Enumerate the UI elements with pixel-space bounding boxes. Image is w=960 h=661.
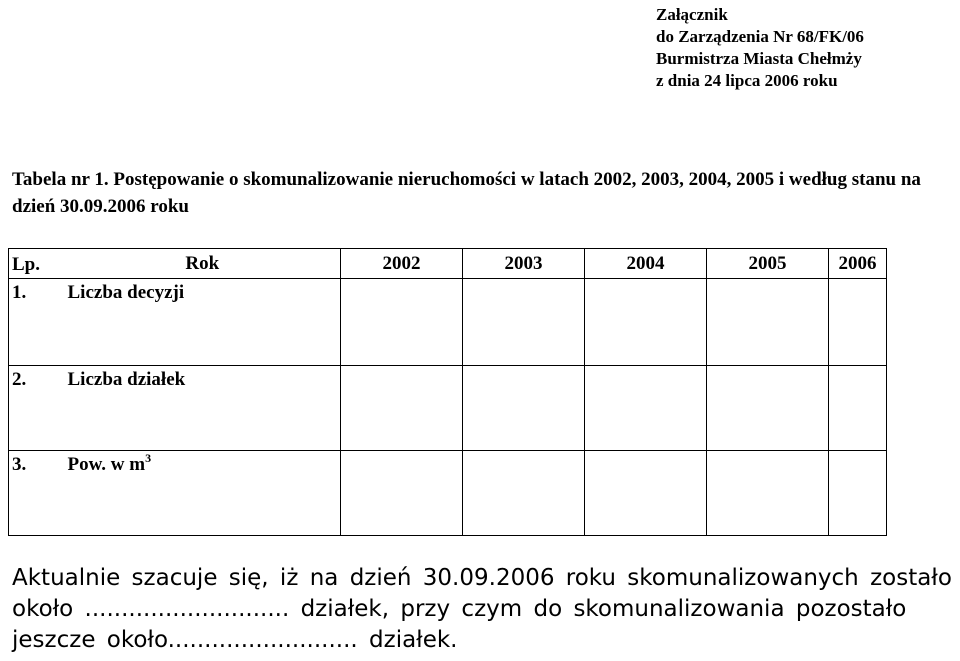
table-cell bbox=[707, 451, 829, 536]
table-cell bbox=[463, 279, 585, 366]
row-label bbox=[65, 451, 341, 536]
attachment-header bbox=[656, 4, 864, 92]
row-label: Liczba decyzji bbox=[65, 279, 341, 366]
column-header-2005: 2005 bbox=[707, 249, 829, 279]
footer-line: około ............................ działek, przy czym do skomunalizowania pozostało bbox=[12, 596, 907, 622]
row-label-superscript: 3 bbox=[145, 451, 152, 465]
row-label: Liczba działek bbox=[65, 366, 341, 451]
table-cell bbox=[463, 366, 585, 451]
table-row bbox=[9, 451, 887, 536]
attachment-line: z dnia 24 lipca 2006 roku bbox=[656, 71, 838, 90]
table-cell bbox=[585, 451, 707, 536]
row-number: 3. bbox=[9, 451, 65, 536]
column-header-2002: 2002 bbox=[341, 249, 463, 279]
table-cell bbox=[829, 279, 887, 366]
table-header-row bbox=[9, 249, 887, 279]
table-cell bbox=[463, 451, 585, 536]
footer-line: Aktualnie szacuje się, iż na dzień 30.09.2006 roku skomunalizowanych zostało bbox=[12, 565, 952, 591]
table-cell bbox=[341, 279, 463, 366]
attachment-line: Burmistrza Miasta Chełmży bbox=[656, 49, 862, 68]
attachment-line: do Zarządzenia Nr 68/FK/06 bbox=[656, 27, 864, 46]
row-number: 2. bbox=[9, 366, 65, 451]
table-row bbox=[9, 366, 887, 451]
footer-note bbox=[12, 563, 952, 656]
footer-line: jeszcze około.......................... działek. bbox=[12, 627, 458, 653]
column-header-2004: 2004 bbox=[585, 249, 707, 279]
row-label-text: Pow. w m bbox=[67, 454, 146, 475]
table-cell bbox=[341, 366, 463, 451]
row-number: 1. bbox=[9, 279, 65, 366]
table-cell bbox=[829, 451, 887, 536]
table-cell bbox=[585, 279, 707, 366]
proceedings-table bbox=[8, 248, 887, 536]
table-cell bbox=[829, 366, 887, 451]
table-cell bbox=[585, 366, 707, 451]
table-cell bbox=[707, 279, 829, 366]
column-header-2006: 2006 bbox=[829, 249, 887, 279]
column-header-rok: Rok bbox=[65, 249, 341, 279]
table-title: Tabela nr 1. Postępowanie o skomunalizowanie nieruchomości w latach 2002, 2003, 2004, 2005 i według stanu na dzień 30.09.2006 roku bbox=[12, 169, 921, 217]
column-header-lp: Lp. bbox=[9, 249, 65, 279]
table-cell bbox=[341, 451, 463, 536]
table-row bbox=[9, 279, 887, 366]
table-cell bbox=[707, 366, 829, 451]
column-header-2003: 2003 bbox=[463, 249, 585, 279]
attachment-line: Załącznik bbox=[656, 5, 728, 24]
